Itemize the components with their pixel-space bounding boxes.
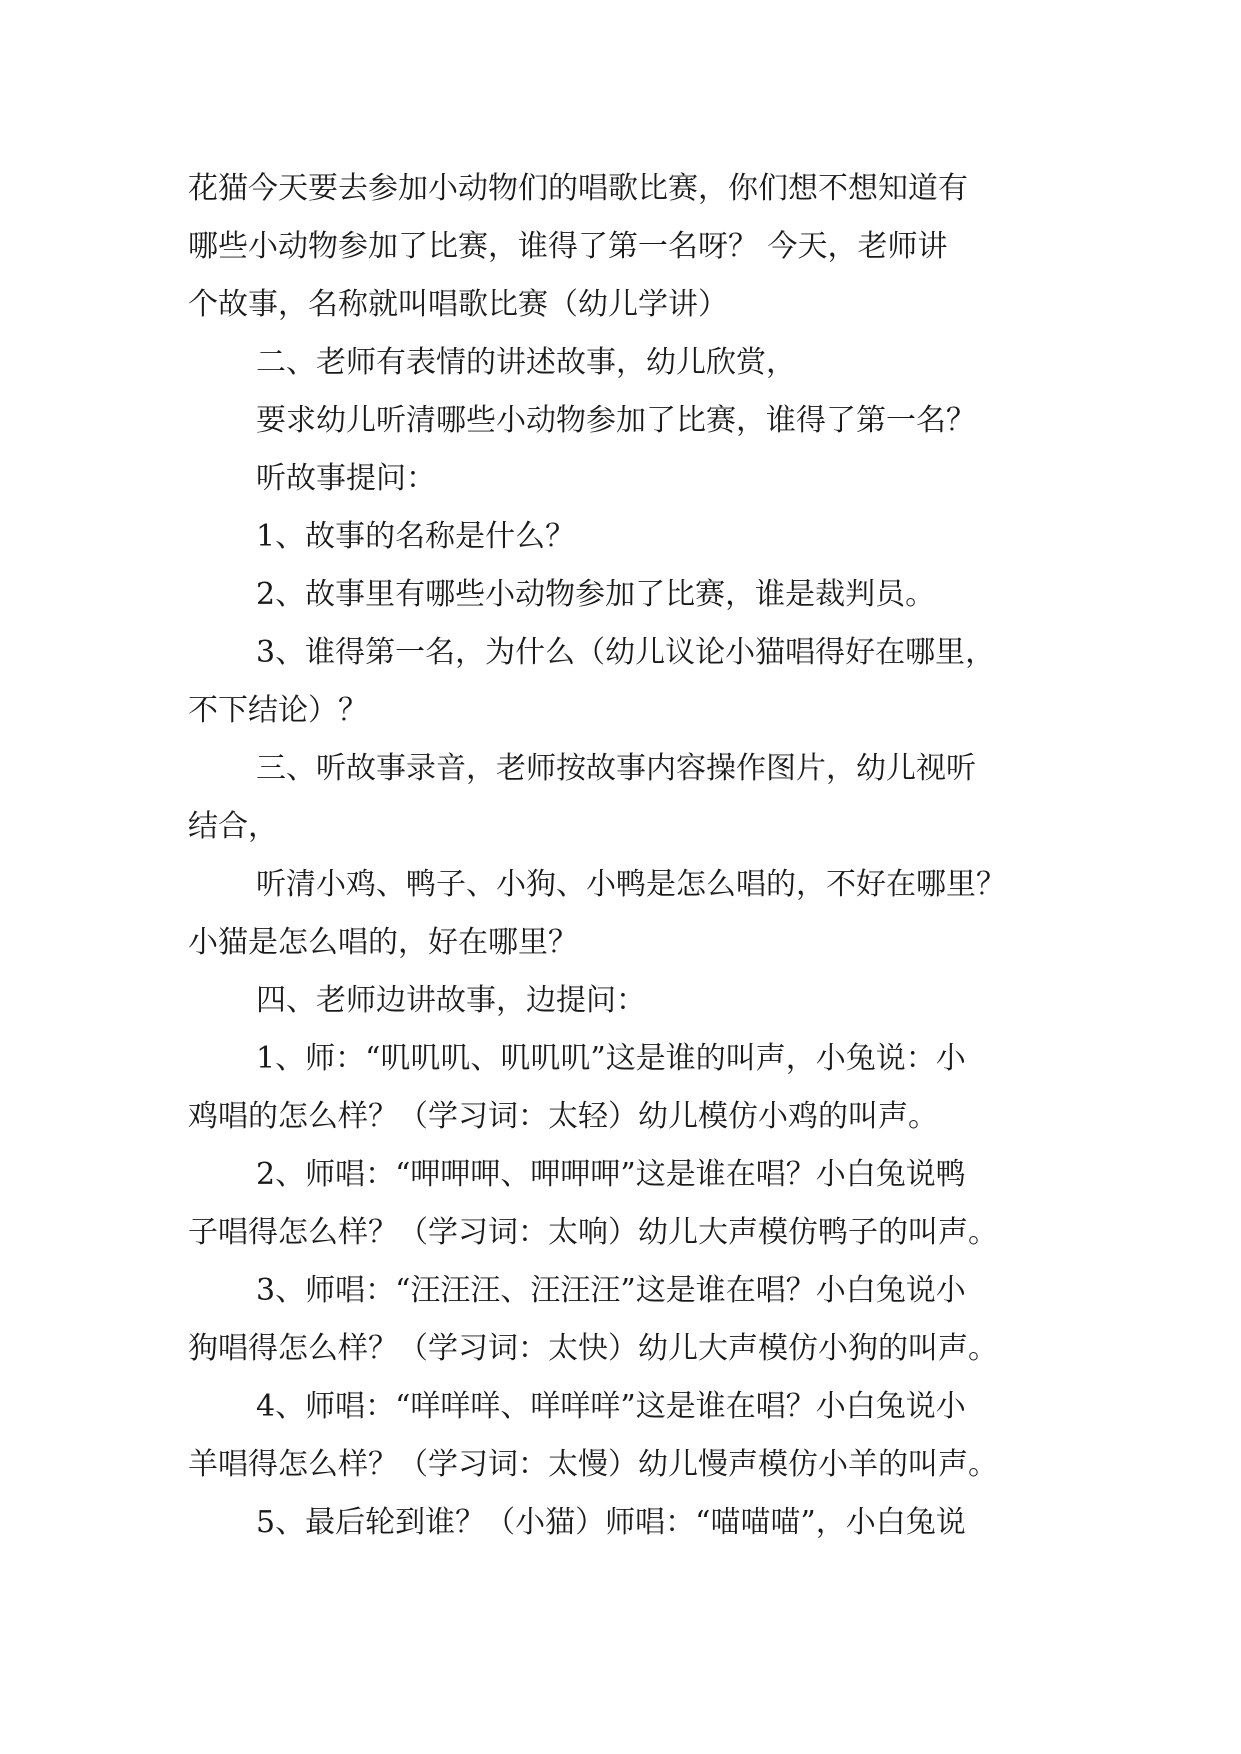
question-item: 2、师唱：“呷呷呷、呷呷呷”这是谁在唱？小白兔说鸭 [256, 1157, 966, 1192]
text-line: 听故事提问： [256, 461, 436, 496]
text-line: 哪些小动物参加了比赛，谁得了第一名呀？ 今天，老师讲 [188, 229, 948, 264]
text-line: 结合， [188, 809, 278, 844]
question-item: 3、谁得第一名，为什么（幼儿议论小猫唱得好在哪里， [256, 635, 996, 670]
question-item: 3、师唱：“汪汪汪、汪汪汪”这是谁在唱？小白兔说小 [256, 1273, 966, 1308]
question-item: 4、师唱：“咩咩咩、咩咩咩”这是谁在唱？小白兔说小 [256, 1389, 966, 1424]
document-body [188, 160, 1058, 1552]
text-line: 狗唱得怎么样？（学习词：太快）幼儿大声模仿小狗的叫声。 [188, 1331, 998, 1366]
text-line: 羊唱得怎么样？（学习词：太慢）幼儿慢声模仿小羊的叫声。 [188, 1447, 998, 1482]
question-item: 1、师：“叽叽叽、叽叽叽”这是谁的叫声，小兔说：小 [256, 1041, 966, 1076]
section-heading: 四、老师边讲故事，边提问： [256, 983, 646, 1018]
text-line: 鸡唱的怎么样？（学习词：太轻）幼儿模仿小鸡的叫声。 [188, 1099, 938, 1134]
question-item: 1、故事的名称是什么？ [256, 519, 576, 554]
question-item: 2、故事里有哪些小动物参加了比赛，谁是裁判员。 [256, 577, 936, 612]
text-line: 小猫是怎么唱的，好在哪里？ [188, 925, 578, 960]
text-line: 花猫今天要去参加小动物们的唱歌比赛，你们想不想知道有 [188, 171, 968, 206]
text-line: 要求幼儿听清哪些小动物参加了比赛，谁得了第一名？ [256, 403, 976, 438]
text-line: 听清小鸡、鸭子、小狗、小鸭是怎么唱的，不好在哪里？ [256, 867, 1006, 902]
text-line: 个故事，名称就叫唱歌比赛（幼儿学讲） [188, 287, 728, 322]
question-item: 5、最后轮到谁？（小猫）师唱：“喵喵喵”，小白兔说 [256, 1505, 966, 1540]
section-heading: 三、听故事录音，老师按故事内容操作图片，幼儿视听 [256, 751, 976, 786]
text-line: 子唱得怎么样？（学习词：太响）幼儿大声模仿鸭子的叫声。 [188, 1215, 998, 1250]
section-heading: 二、老师有表情的讲述故事，幼儿欣赏， [256, 345, 796, 380]
text-line: 不下结论）？ [188, 693, 368, 728]
